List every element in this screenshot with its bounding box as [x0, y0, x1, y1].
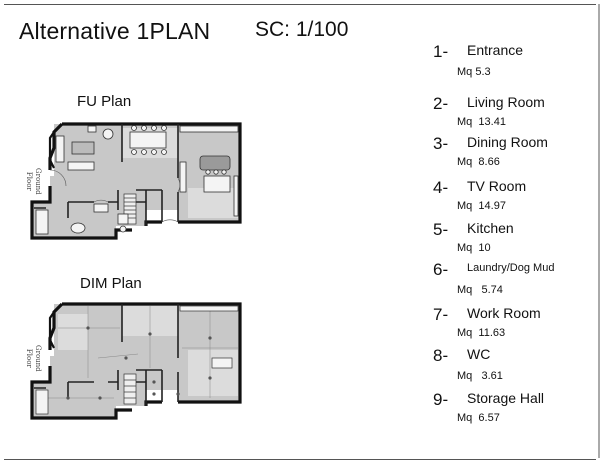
legend-item-3 — [433, 134, 593, 174]
legend-area-unit: Mq — [457, 66, 473, 78]
legend-area-unit: Mq — [457, 327, 473, 339]
legend-area-unit: Mq — [457, 370, 473, 382]
legend-area-unit: Mq — [457, 284, 473, 296]
legend-area-unit: Mq — [457, 156, 473, 168]
legend-item-1 — [433, 42, 593, 82]
scale-label: SC: 1/100 — [255, 18, 349, 41]
legend-room-name: WC — [467, 346, 491, 362]
legend-room-name: Kitchen — [467, 220, 514, 236]
legend-area-value: 8.66 — [478, 156, 500, 168]
legend-area-value: 13.41 — [478, 116, 506, 128]
legend-area-value: 5.3 — [475, 66, 491, 78]
fu-plan-drawing — [28, 118, 248, 238]
legend-room-name: Work Room — [467, 305, 541, 321]
legend-area-value: 11.63 — [478, 327, 506, 339]
legend-area-value: 10 — [478, 242, 491, 254]
legend-area-value: 14.97 — [478, 200, 506, 212]
legend-number: 8- — [433, 346, 449, 365]
legend-area — [457, 327, 505, 339]
legend-room-name: Living Room — [467, 94, 545, 110]
legend-area — [457, 200, 506, 212]
legend-area-value: 5.74 — [481, 284, 503, 296]
floor-label-line2: Floor — [25, 171, 33, 191]
legend-item-9 — [433, 390, 593, 430]
dim-plan-label: DIM Plan — [80, 275, 142, 292]
legend-area-unit: Mq — [457, 200, 473, 212]
legend-number: 3- — [433, 134, 449, 153]
legend-item-2 — [433, 94, 593, 134]
legend-item-7 — [433, 305, 593, 345]
legend-item-6 — [433, 260, 593, 300]
legend-number: 2- — [433, 94, 449, 113]
legend-area-unit: Mq — [457, 242, 473, 254]
legend-number: 7- — [433, 305, 449, 324]
legend-item-4 — [433, 178, 593, 218]
legend-area — [457, 412, 500, 424]
legend-area-unit: Mq — [457, 116, 473, 128]
legend-room-name: Entrance — [467, 42, 524, 58]
floor-label-line1: Ground — [34, 345, 42, 372]
legend-number: 1- — [433, 42, 449, 61]
page-title: Alternative 1PLAN — [19, 18, 211, 44]
legend-room-name: TV Room — [467, 178, 527, 194]
floor-label-line1: Ground — [34, 168, 42, 195]
legend-area — [457, 284, 503, 296]
legend-room-name: Dining Room — [467, 134, 548, 150]
legend-number: 6- — [433, 260, 449, 279]
dim-plan-drawing — [28, 298, 248, 420]
legend-area — [457, 370, 503, 382]
legend-number: 5- — [433, 220, 449, 239]
legend-room-name: Storage Hall — [467, 390, 545, 406]
legend-area-value: 6.57 — [478, 412, 500, 424]
legend-number: 9- — [433, 390, 449, 409]
legend-area-value: 3.61 — [481, 370, 503, 382]
legend-area — [457, 156, 500, 168]
legend-area-unit: Mq — [457, 412, 473, 424]
dim-stairs — [124, 374, 136, 404]
legend-room-name: Laundry/Dog Mud — [467, 262, 555, 274]
legend-number: 4- — [433, 178, 449, 197]
legend-area — [457, 242, 491, 254]
fu-plan-label: FU Plan — [77, 93, 132, 110]
floor-label-line2: Floor — [25, 348, 33, 368]
legend-item-5 — [433, 220, 593, 260]
legend-area — [457, 66, 491, 78]
legend-item-8 — [433, 346, 593, 386]
legend-area — [457, 116, 506, 128]
